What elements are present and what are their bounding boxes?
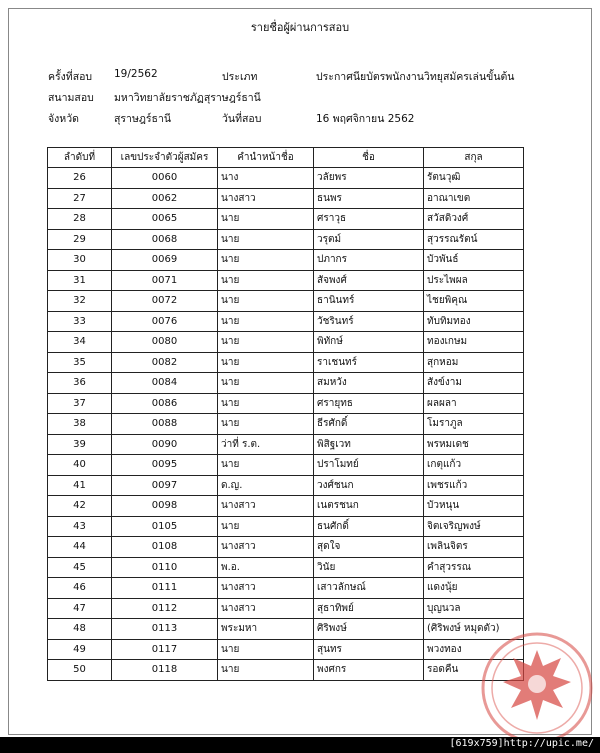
row-number: 29 [48, 229, 112, 250]
applicant-id: 0090 [112, 434, 218, 455]
document-title: รายชื่อผู้ผ่านการสอบ [250, 21, 350, 34]
first-name: สุนทร [314, 639, 424, 660]
applicant-id: 0095 [112, 455, 218, 476]
table-row [48, 660, 524, 681]
round-value: 19/2562 [114, 68, 158, 80]
row-number: 50 [48, 660, 112, 681]
applicant-id: 0084 [112, 373, 218, 394]
venue-value: มหาวิทยาลัยราชภัฏสุราษฎร์ธานี [114, 92, 261, 104]
row-number: 47 [48, 598, 112, 619]
applicant-id: 0076 [112, 311, 218, 332]
name-prefix: ว่าที่ ร.ต. [218, 434, 314, 455]
name-prefix: นาง [218, 168, 314, 189]
row-number: 40 [48, 455, 112, 476]
last-name: โมราภูล [424, 414, 524, 435]
row-number: 31 [48, 270, 112, 291]
first-name: ธนพร [314, 188, 424, 209]
name-prefix: พระมหา [218, 619, 314, 640]
row-number: 36 [48, 373, 112, 394]
first-name: ศราวุธ [314, 209, 424, 230]
province-value: สุราษฎร์ธานี [114, 113, 172, 125]
table-row [48, 168, 524, 189]
applicant-id: 0105 [112, 516, 218, 537]
row-number: 34 [48, 332, 112, 353]
first-name: ธานินทร์ [314, 291, 424, 312]
row-number: 38 [48, 414, 112, 435]
table-row [48, 311, 524, 332]
table-row [48, 373, 524, 394]
province-label: จังหวัด [48, 113, 79, 125]
applicant-id: 0117 [112, 639, 218, 660]
row-number: 45 [48, 557, 112, 578]
first-name: ธีรศักดิ์ [314, 414, 424, 435]
first-name: ราเชนทร์ [314, 352, 424, 373]
first-name: ธนศักดิ์ [314, 516, 424, 537]
applicant-id: 0113 [112, 619, 218, 640]
last-name: ทองเกษม [424, 332, 524, 353]
name-prefix: นาย [218, 250, 314, 271]
first-name: วัชรินทร์ [314, 311, 424, 332]
applicant-id: 0060 [112, 168, 218, 189]
name-prefix: นางสาว [218, 496, 314, 517]
table-header-row [48, 148, 524, 168]
last-name: ประไพผล [424, 270, 524, 291]
name-prefix: ด.ญ. [218, 475, 314, 496]
applicant-id: 0082 [112, 352, 218, 373]
applicant-id: 0080 [112, 332, 218, 353]
last-name: พรหมเดช [424, 434, 524, 455]
applicant-id: 0112 [112, 598, 218, 619]
row-number: 37 [48, 393, 112, 414]
table-row [48, 475, 524, 496]
last-name: บัวพันธ์ [424, 250, 524, 271]
type-label: ประเภท [222, 71, 258, 83]
header-prefix: คำนำหน้าชื่อ [218, 148, 314, 168]
name-prefix: นาย [218, 270, 314, 291]
last-name: (ศิริพงษ์ หมุดตัว) [424, 619, 524, 640]
applicant-id: 0110 [112, 557, 218, 578]
table-row [48, 352, 524, 373]
watermark-text: [619x759]http://upic.me/ [449, 738, 594, 749]
table-row [48, 598, 524, 619]
table-row [48, 455, 524, 476]
header-applicant-id: เลขประจำตัวผู้สมัคร [112, 148, 218, 168]
applicant-id: 0072 [112, 291, 218, 312]
table-row [48, 414, 524, 435]
applicant-id: 0062 [112, 188, 218, 209]
venue-label: สนามสอบ [48, 92, 94, 104]
first-name: พิสิฐเวท [314, 434, 424, 455]
last-name: พวงทอง [424, 639, 524, 660]
table-row [48, 332, 524, 353]
table-row [48, 209, 524, 230]
first-name: ศรายุทธ [314, 393, 424, 414]
first-name: เนตรชนก [314, 496, 424, 517]
applicant-id: 0069 [112, 250, 218, 271]
last-name: สุวรรณรัตน์ [424, 229, 524, 250]
table-row [48, 619, 524, 640]
first-name: วินัย [314, 557, 424, 578]
last-name: สวัสดิวงศ์ [424, 209, 524, 230]
last-name: สุกหอม [424, 352, 524, 373]
row-number: 32 [48, 291, 112, 312]
name-prefix: นาย [218, 393, 314, 414]
round-label: ครั้งที่สอบ [48, 71, 93, 83]
first-name: สุธาทิพย์ [314, 598, 424, 619]
first-name: สัจพงศ์ [314, 270, 424, 291]
name-prefix: นาย [218, 291, 314, 312]
row-number: 35 [48, 352, 112, 373]
table-row [48, 496, 524, 517]
applicant-id: 0068 [112, 229, 218, 250]
last-name: เพชรแก้ว [424, 475, 524, 496]
last-name: ผลผลา [424, 393, 524, 414]
header-no: ลำดับที่ [48, 148, 112, 168]
name-prefix: นางสาว [218, 537, 314, 558]
first-name: ปภากร [314, 250, 424, 271]
last-name: จิตเจริญพงษ์ [424, 516, 524, 537]
first-name: วรุตม์ [314, 229, 424, 250]
row-number: 27 [48, 188, 112, 209]
table-row [48, 557, 524, 578]
last-name: บุญนวล [424, 598, 524, 619]
first-name: วลัยพร [314, 168, 424, 189]
name-prefix: นาย [218, 332, 314, 353]
first-name: เสาวลักษณ์ [314, 578, 424, 599]
row-number: 49 [48, 639, 112, 660]
footer-bar [0, 737, 600, 753]
name-prefix: นางสาว [218, 578, 314, 599]
name-prefix: นาย [218, 373, 314, 394]
first-name: สุดใจ [314, 537, 424, 558]
name-prefix: นาย [218, 229, 314, 250]
last-name: เพลินจิตร [424, 537, 524, 558]
last-name: รัตนวุฒิ [424, 168, 524, 189]
row-number: 30 [48, 250, 112, 271]
last-name: เกตุแก้ว [424, 455, 524, 476]
table-row [48, 188, 524, 209]
garuda-seal-icon [477, 628, 597, 748]
header-last-name: สกุล [424, 148, 524, 168]
applicant-id: 0098 [112, 496, 218, 517]
last-name: ทับทิมทอง [424, 311, 524, 332]
name-prefix: นาย [218, 352, 314, 373]
first-name: ศิริพงษ์ [314, 619, 424, 640]
table-row [48, 537, 524, 558]
date-label: วันที่สอบ [222, 113, 262, 125]
first-name: พิทักษ์ [314, 332, 424, 353]
first-name: สมหวัง [314, 373, 424, 394]
name-prefix: พ.อ. [218, 557, 314, 578]
row-number: 43 [48, 516, 112, 537]
table-row [48, 434, 524, 455]
name-prefix: นาย [218, 414, 314, 435]
row-number: 42 [48, 496, 112, 517]
name-prefix: นาย [218, 660, 314, 681]
name-prefix: นาย [218, 209, 314, 230]
type-value: ประกาศนียบัตรพนักงานวิทยุสมัครเล่นขั้นต้น [316, 71, 515, 83]
applicant-id: 0071 [112, 270, 218, 291]
applicant-id: 0065 [112, 209, 218, 230]
last-name: รอดคืน [424, 660, 524, 681]
table-row [48, 639, 524, 660]
row-number: 28 [48, 209, 112, 230]
table-row [48, 516, 524, 537]
table-row [48, 270, 524, 291]
applicant-id: 0111 [112, 578, 218, 599]
row-number: 48 [48, 619, 112, 640]
applicant-id: 0108 [112, 537, 218, 558]
applicant-id: 0086 [112, 393, 218, 414]
name-prefix: นาย [218, 311, 314, 332]
name-prefix: นาย [218, 516, 314, 537]
row-number: 41 [48, 475, 112, 496]
name-prefix: นางสาว [218, 188, 314, 209]
row-number: 39 [48, 434, 112, 455]
table-row [48, 229, 524, 250]
last-name: สังข์งาม [424, 373, 524, 394]
table-row [48, 291, 524, 312]
row-number: 44 [48, 537, 112, 558]
row-number: 46 [48, 578, 112, 599]
header-first-name: ชื่อ [314, 148, 424, 168]
applicant-id: 0118 [112, 660, 218, 681]
date-value: 16 พฤศจิกายน 2562 [316, 113, 415, 125]
last-name: คำสุวรรณ [424, 557, 524, 578]
last-name: บัวหนุน [424, 496, 524, 517]
last-name: แดงนุ้ย [424, 578, 524, 599]
table-row [48, 393, 524, 414]
first-name: พงศกร [314, 660, 424, 681]
name-prefix: นาย [218, 455, 314, 476]
applicant-id: 0088 [112, 414, 218, 435]
applicant-id: 0097 [112, 475, 218, 496]
results-table [47, 147, 524, 681]
row-number: 33 [48, 311, 112, 332]
table-row [48, 250, 524, 271]
first-name: ปราโมทย์ [314, 455, 424, 476]
first-name: วงศ์ชนก [314, 475, 424, 496]
last-name: ไชยพิคุณ [424, 291, 524, 312]
name-prefix: นางสาว [218, 598, 314, 619]
row-number: 26 [48, 168, 112, 189]
name-prefix: นาย [218, 639, 314, 660]
last-name: อาณาเขต [424, 188, 524, 209]
table-row [48, 578, 524, 599]
